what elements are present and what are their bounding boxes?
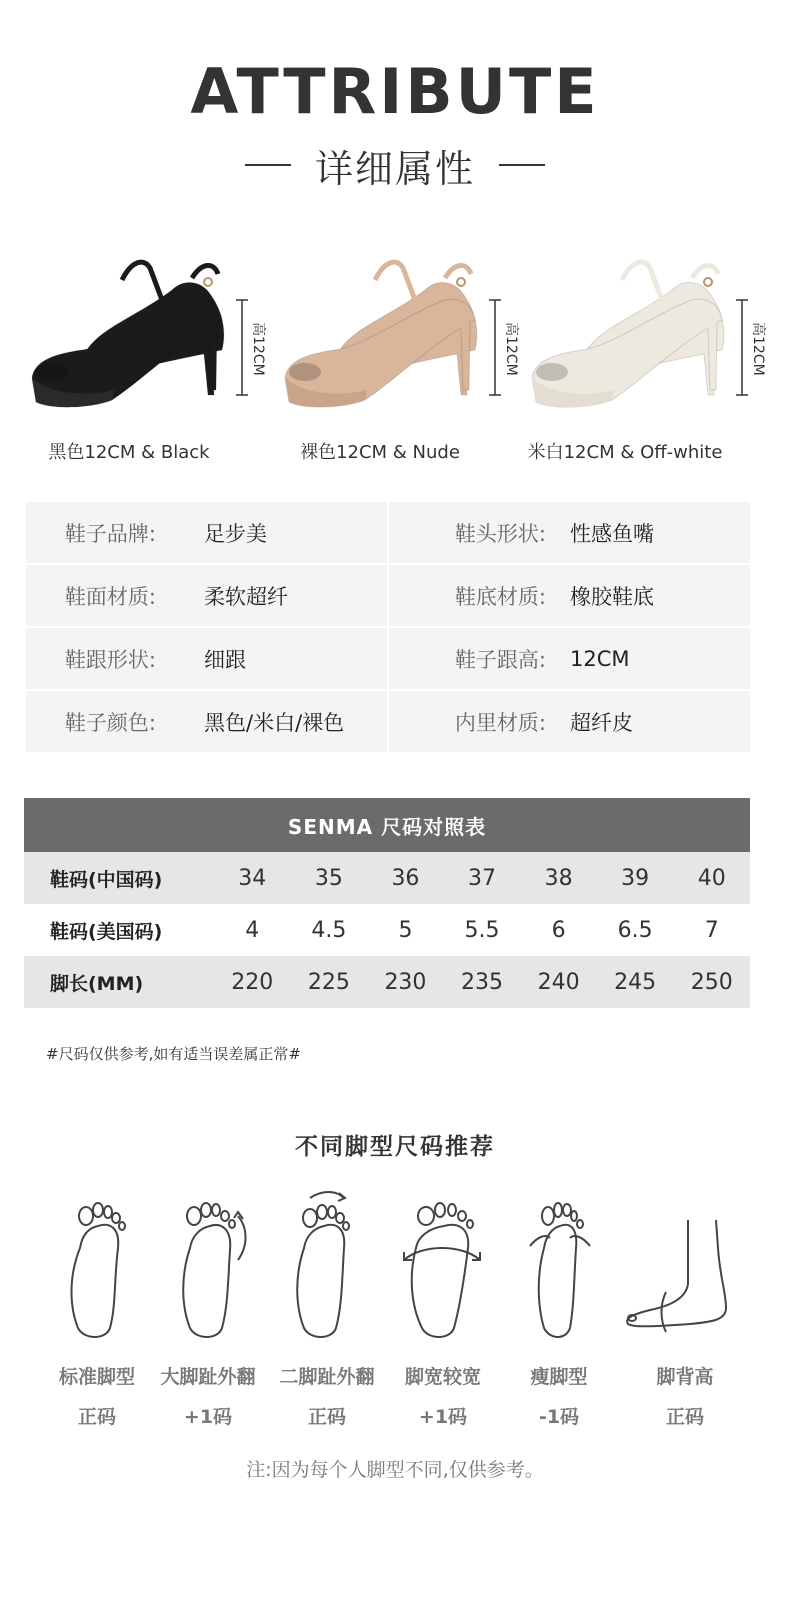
size-chart-table	[24, 798, 750, 1008]
size-chart-title: SENMA 尺码对照表	[24, 798, 750, 852]
attribute-key: 鞋头形状:	[454, 521, 546, 546]
attribute-key: 鞋底材质:	[454, 584, 546, 609]
shoe-caption-offwhite: 米白12CM & Off-white	[527, 442, 723, 463]
size-chart-note: #尺码仅供参考,如有适当误差属正常#	[46, 1045, 301, 1063]
shoe-image-nude	[275, 250, 525, 420]
attribute-cell	[26, 502, 387, 563]
size-cell: 38	[544, 865, 573, 891]
foot-wide-icon	[382, 1188, 502, 1348]
subtitle-row	[0, 140, 790, 190]
shoe-strap	[692, 265, 718, 278]
buckle	[704, 278, 712, 286]
size-cell: 235	[461, 969, 504, 995]
size-cell: 250	[690, 969, 733, 995]
height-label: 高12CM	[750, 322, 766, 376]
foot-high-instep-icon	[620, 1188, 740, 1348]
height-label: 高12CM	[503, 322, 519, 376]
attribute-cell	[26, 691, 387, 752]
attribute-value: 12CM	[570, 646, 630, 671]
foot-types-note: 注:因为每个人脚型不同,仅供参考。	[246, 1459, 544, 1481]
attribute-value: 足步美	[204, 521, 267, 546]
foot-type-size: -1码	[538, 1406, 580, 1428]
size-row-foot-length	[24, 956, 750, 1008]
attribute-row	[26, 502, 750, 563]
subtitle-line-left	[245, 164, 291, 166]
attribute-value: 性感鱼嘴	[570, 521, 654, 546]
size-row-cn	[24, 852, 750, 904]
size-cell: 220	[231, 969, 274, 995]
foot-type-size: +1码	[183, 1406, 233, 1428]
attribute-key: 鞋子颜色:	[64, 710, 156, 735]
attribute-cell	[389, 691, 750, 752]
foot-type-name: 瘦脚型	[530, 1366, 588, 1388]
foot-type-name: 脚背高	[656, 1366, 714, 1388]
foot-type-name: 大脚趾外翻	[160, 1366, 256, 1388]
subtitle-line-right	[499, 164, 545, 166]
attribute-row	[26, 565, 750, 626]
shoe-caption-black: 黑色12CM & Black	[48, 442, 210, 463]
foot-bunion-icon	[150, 1188, 270, 1348]
attribute-value: 细跟	[204, 647, 246, 672]
size-cell: 5	[398, 917, 413, 943]
size-row-label: 鞋码(美国码)	[50, 920, 163, 943]
attribute-key: 鞋子跟高:	[454, 647, 546, 672]
size-row-us	[24, 904, 750, 956]
foot-type-size: +1码	[418, 1406, 468, 1428]
size-row-label: 鞋码(中国码)	[50, 868, 163, 891]
attribute-key: 内里材质:	[454, 710, 546, 735]
foot-standard-icon	[36, 1188, 156, 1348]
attribute-table	[26, 502, 750, 754]
foot-type-name: 二脚趾外翻	[279, 1366, 375, 1388]
shoe-image-black	[22, 250, 272, 420]
foot-type-name: 脚宽较宽	[404, 1366, 481, 1388]
peep-toe	[36, 363, 68, 381]
size-cell: 7	[704, 917, 719, 943]
page-title: ATTRIBUTE	[190, 55, 600, 128]
attribute-value: 柔软超纤	[204, 584, 288, 609]
foot-slim-icon	[500, 1188, 620, 1348]
attribute-cell	[389, 502, 750, 563]
shoe-strap	[622, 262, 662, 300]
attribute-cell	[389, 565, 750, 626]
buckle	[204, 278, 212, 286]
size-cell: 6	[551, 917, 566, 943]
buckle	[457, 278, 465, 286]
attribute-value: 黑色/米白/裸色	[204, 710, 345, 735]
attribute-row	[26, 628, 750, 689]
size-cell: 6.5	[617, 917, 653, 943]
attribute-cell	[389, 628, 750, 689]
attribute-value: 超纤皮	[570, 710, 633, 735]
size-cell: 245	[614, 969, 657, 995]
size-cell: 40	[697, 865, 726, 891]
foot-type-size: 正码	[307, 1406, 346, 1428]
foot-second-toe-icon	[266, 1188, 386, 1348]
foot-type-size: 正码	[77, 1406, 116, 1428]
attribute-key: 鞋面材质:	[64, 584, 156, 609]
size-cell: 4.5	[311, 917, 347, 943]
foot-type-name: 标准脚型	[58, 1366, 135, 1388]
size-cell: 5.5	[464, 917, 500, 943]
size-cell: 225	[307, 969, 350, 995]
foot-type-size: 正码	[665, 1406, 704, 1428]
attribute-cell	[26, 628, 387, 689]
shoe-caption-nude: 裸色12CM & Nude	[300, 442, 460, 463]
shoe-strap	[122, 262, 162, 300]
foot-types-title: 不同脚型尺码推荐	[295, 1134, 495, 1160]
height-label: 高12CM	[250, 322, 266, 376]
size-cell: 230	[384, 969, 427, 995]
size-cell: 36	[391, 865, 420, 891]
size-cell: 34	[238, 865, 267, 891]
shoe-strap	[375, 262, 415, 300]
attribute-key: 鞋跟形状:	[64, 647, 156, 672]
attribute-row	[26, 691, 750, 752]
shoe-image-offwhite	[522, 250, 772, 420]
size-cell: 37	[468, 865, 497, 891]
page-subtitle: 详细属性	[314, 146, 475, 191]
size-cell: 35	[314, 865, 343, 891]
size-row-label: 脚长(MM)	[50, 972, 144, 995]
peep-toe	[536, 363, 568, 381]
size-cell: 39	[621, 865, 650, 891]
peep-toe	[289, 363, 321, 381]
shoe-strap	[445, 265, 471, 278]
attribute-value: 橡胶鞋底	[570, 584, 654, 609]
size-cell: 4	[245, 917, 260, 943]
attribute-cell	[26, 565, 387, 626]
shoe-strap	[192, 265, 218, 278]
attribute-key: 鞋子品牌:	[64, 521, 156, 546]
size-cell: 240	[537, 969, 580, 995]
